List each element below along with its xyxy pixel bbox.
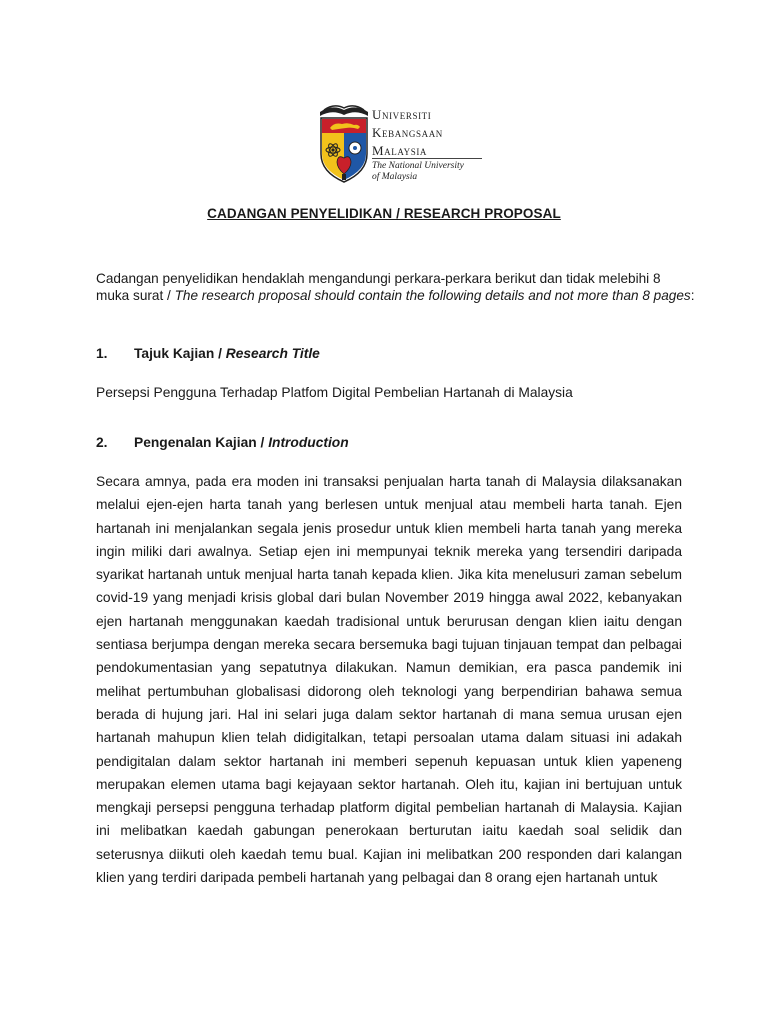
instructions-malay: Cadangan penyelidikan hendaklah mengandungi perkara-perkara berikut dan tidak melebihi 8 muka surat / xyxy=(96,271,661,303)
section-heading-english: Research Title xyxy=(225,346,320,361)
research-title-text: Persepsi Pengguna Terhadap Platfom Digital Pembelian Hartanah di Malaysia xyxy=(96,385,573,400)
logo-tagline-1: The National University xyxy=(372,161,464,171)
logo-divider xyxy=(372,158,482,159)
instructions-paragraph xyxy=(96,270,696,304)
section-heading-malay: Tajuk Kajian / xyxy=(134,346,226,361)
logo-line-3: Malaysia xyxy=(372,143,428,158)
logo-line-1: Universiti xyxy=(372,107,432,122)
logo-tagline xyxy=(372,160,464,182)
section-number: 2. xyxy=(96,435,108,450)
section-heading-introduction xyxy=(96,435,349,450)
section-heading-malay: Pengenalan Kajian / xyxy=(134,435,269,450)
logo-line-2: Kebangsaan xyxy=(372,125,443,140)
logo-wordmark xyxy=(372,106,443,160)
section-heading-research-title xyxy=(96,346,320,361)
logo-tagline-2: of Malaysia xyxy=(372,172,418,182)
section-heading-english: Introduction xyxy=(268,435,349,450)
instructions-english: The research proposal should contain the following details and not more than 8 pages xyxy=(174,288,691,303)
introduction-paragraph: Secara amnya, pada era moden ini transaksi penjualan harta tanah di Malaysia dilaksanakan melalui ejen-ejen harta tanah yang berlesen untuk menjual atau membeli harta tanah. Ejen hartanah ini menjalankan segala jenis prosedur untuk klien membeli harta tanah yang mereka ingin miliki dari awalnya. Setiap ejen ini mempunyai teknik mereka yang tersendiri daripada syarikat hartanah untuk menjual harta tanah kepada klien. Jika kita menelusuri zaman sebelum covid-19 yang menjadi krisis global dari bulan November 2019 hingga awal 2022, kebanyakan ejen hartanah menggunakan kaedah tradisional untuk berurusan dengan klien iaitu dengan sentiasa berjumpa dengan mereka secara bersemuka bagi tujuan tinjauan tempat dan pelbagai pendokumentasian yang sepatutnya dilakukan. Namun demikian, era pasca pandemik ini melihat pertumbuhan globalisasi didorong oleh teknologi yang berpendirian bahawa semua berada di hujung jari. Hal ini selari juga dalam sektor hartanah di mana semua urusan ejen hartanah mahupun klien telah didigitalkan, tetapi persoalan utama dalam situasi ini adakah pendigitalan dalam sektor hartanah ini memberi sepenuh kepuasan untuk klien yapeneng merupakan elemen utama bagi kejayaan sektor hartanah. Oleh itu, kajian ini bertujuan untuk mengkaji persepsi pengguna terhadap platform digital pembelian hartanah di Malaysia. Kajian ini melibatkan kaedah gabungan penerokaan berturutan iaitu kaedah soal selidik dan seterusnya diikuti oleh kaedah temu bual. Kajian ini melibatkan 200 responden dari kalangan klien yang terdiri daripada pembeli hartanah yang pelbagai dan 8 orang ejen hartanah untuk xyxy=(96,474,682,886)
ukm-crest-icon xyxy=(316,100,372,186)
document-title: CADANGAN PENYELIDIKAN / RESEARCH PROPOSAL xyxy=(207,206,561,221)
instructions-colon: : xyxy=(690,288,695,303)
university-logo xyxy=(316,100,484,188)
section-number: 1. xyxy=(96,346,108,361)
